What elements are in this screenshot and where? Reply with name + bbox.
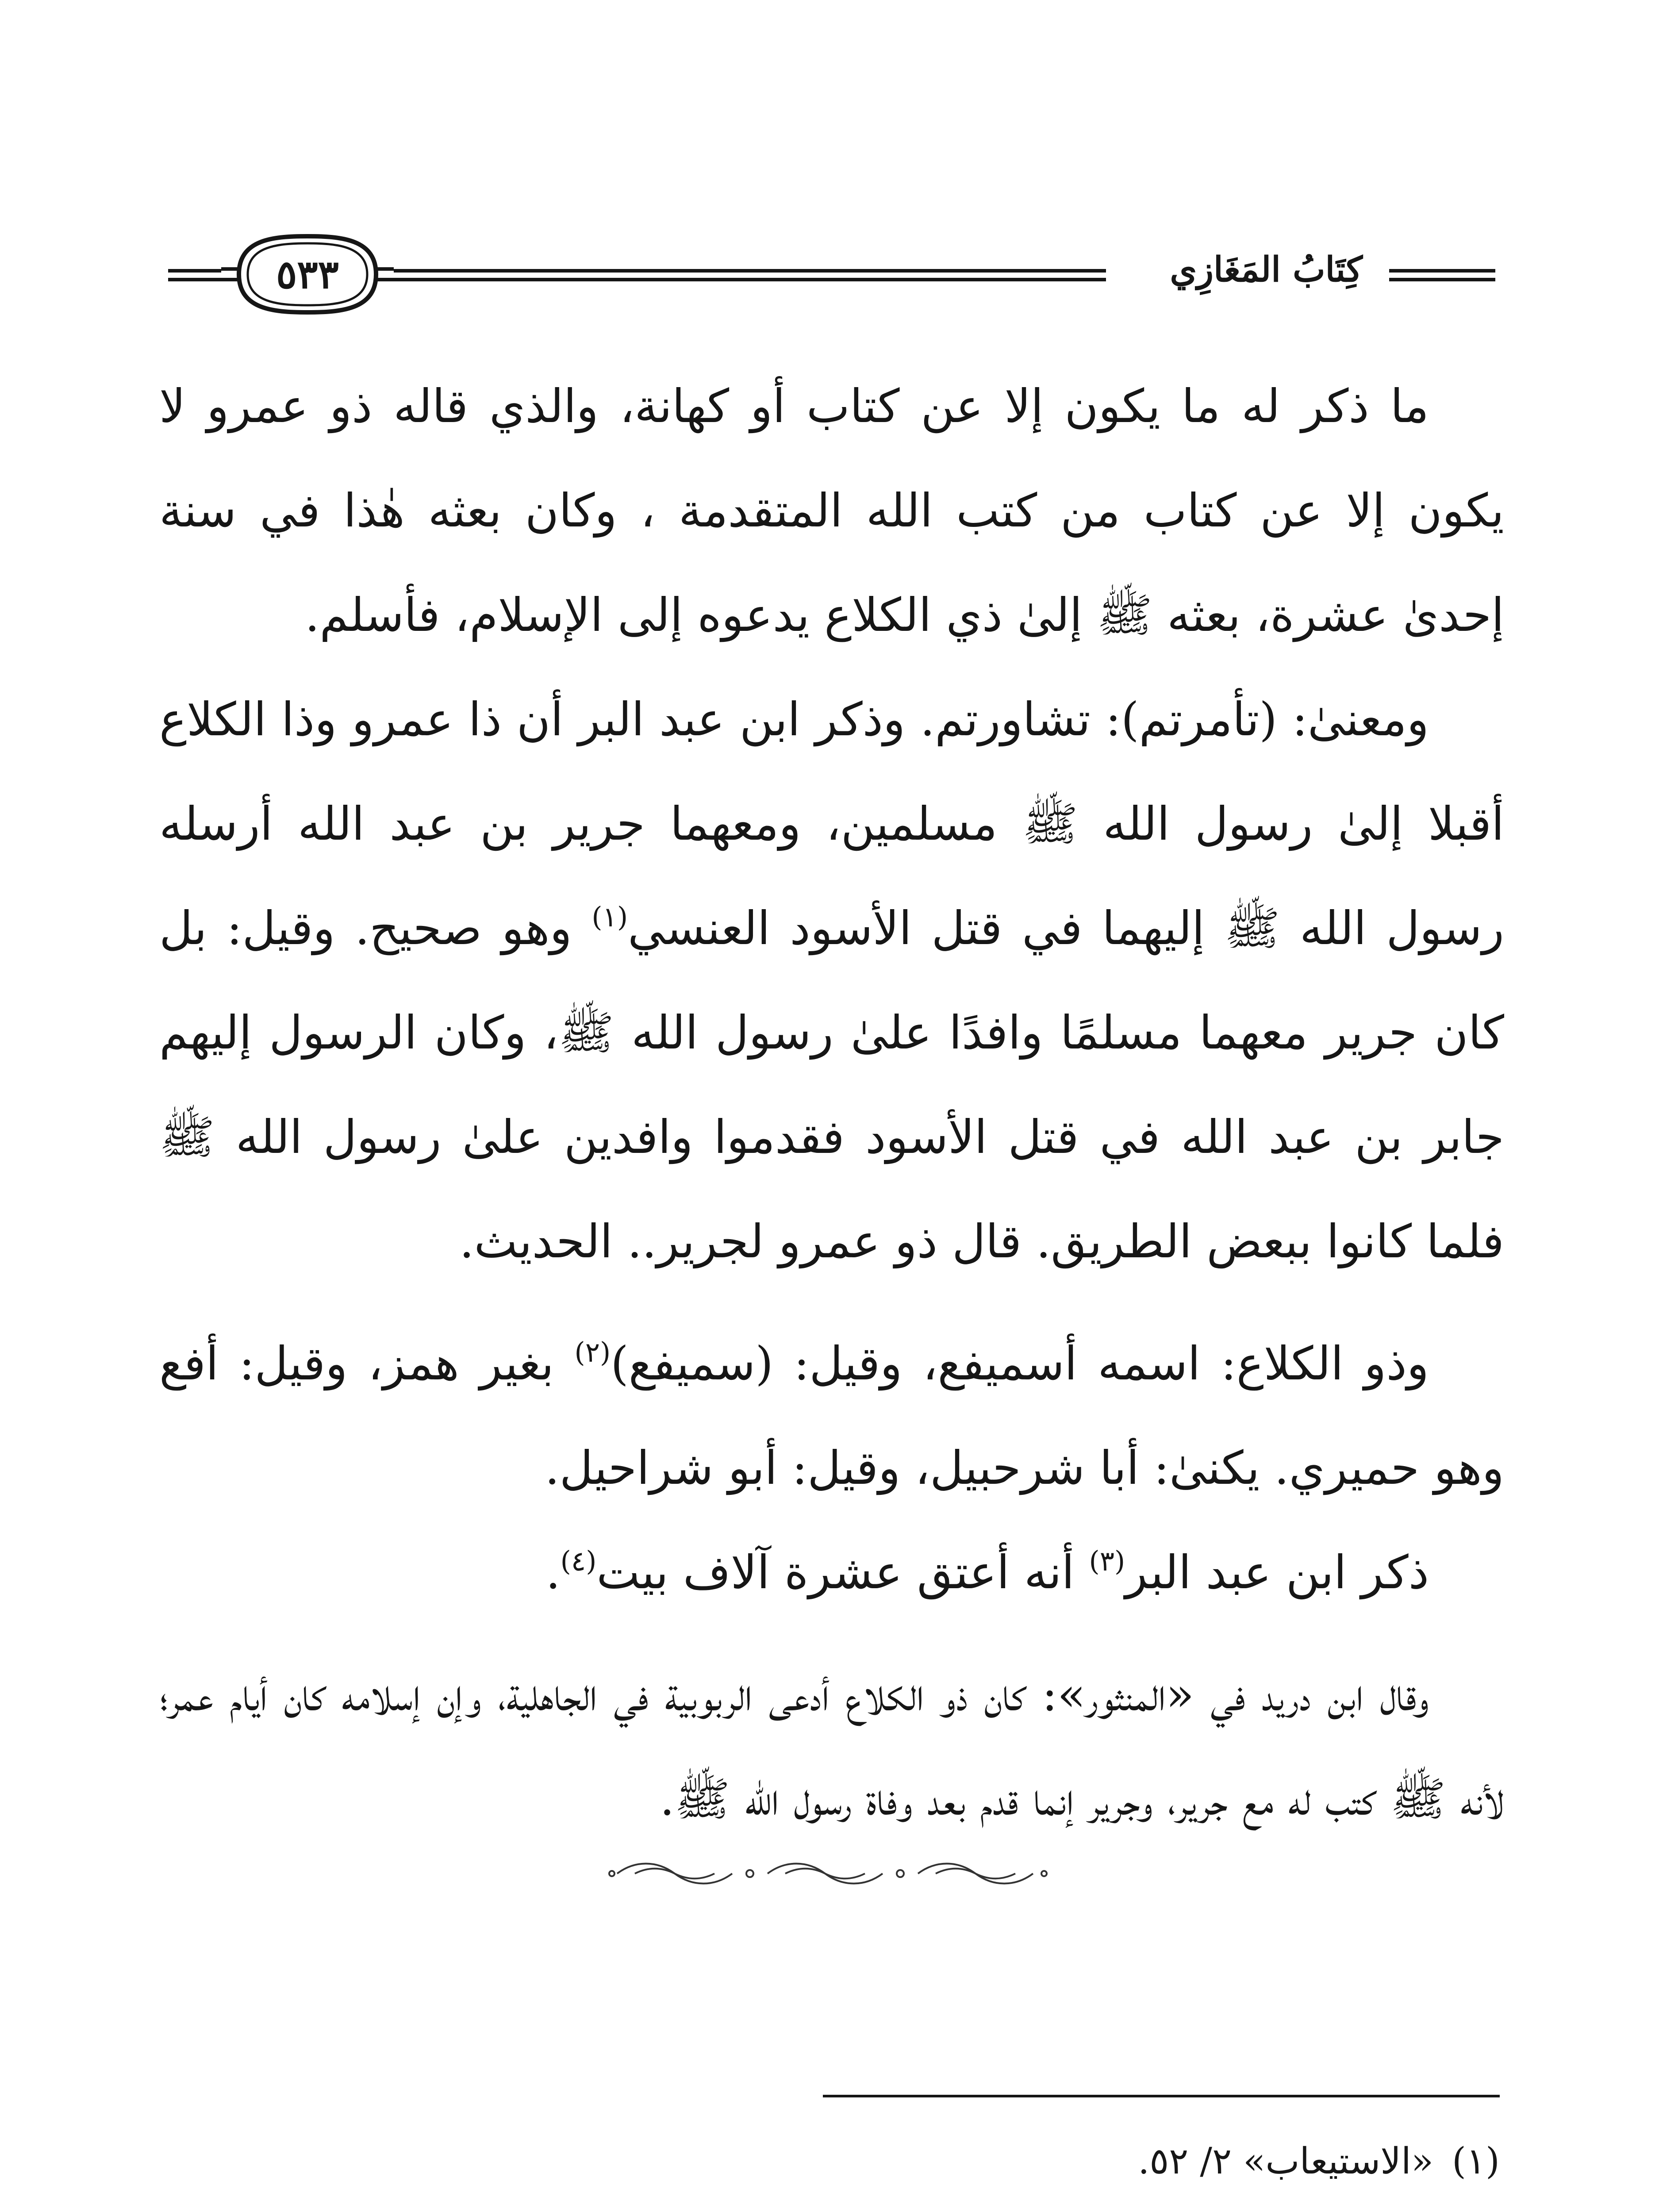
footnote-ref-2: (٢) <box>574 1336 611 1368</box>
paragraph-1: ما ذكر له ما يكون إلا عن كتاب أو كهانة، والذي قاله ذو عمرو لا يكون إلا عن كتاب من كتب الله المتقدمة ، وكان بعثه هٰذا في سنة إحدىٰ عشرة، بعثه ﷺ إلىٰ ذي الكلاع يدعوه إلى الإسلام، فأسلم. <box>159 379 1505 642</box>
paragraph-3: وذو الكلاع: اسمه أسميفع، وقيل: (سميفع)$^{(٢)}$ بغير همز، وقيل: أفع وهو حميري. يكنىٰ: أبا شرحبيل، وقيل: أبو شراحيل. <box>159 1336 1504 1495</box>
page-number: ٥٣٣ <box>276 251 339 297</box>
header-rule-right <box>1389 269 1495 281</box>
footnote-ref-4: (٤) <box>560 1545 597 1577</box>
footnote-1: (١)«الاستيعاب» ٢/ ٥٢. <box>1138 2140 1500 2182</box>
footnote-separator <box>823 2095 1500 2097</box>
page-header <box>168 230 1495 319</box>
main-text <box>159 354 1504 1851</box>
footnote-2 <box>155 2200 1500 2212</box>
footnote-ref-3: (٣) <box>1089 1545 1125 1577</box>
paragraph-2: ومعنىٰ: (تأمرتم): تشاورتم. وذكر ابن عبد البر أن ذا عمرو وذا الكلاع أقبلا إلىٰ رسول الله ﷺ مسلمين، ومعهما جرير بن عبد الله أرسله رسول الله ﷺ إليهما في قتل الأسود العنسي$^{(١)}$ وهو صحيح. وقيل: بل كان جرير معهما مسلمًا وافدًا علىٰ رسول الله ﷺ، وكان الرسول إليهم جابر بن عبد الله في قتل الأسود فقدموا وافدين علىٰ رسول الله ﷺ فلما كانوا ببعض الطريق. قال ذو عمرو لجرير.. الحديث. <box>159 692 1505 1268</box>
ornament-divider-icon <box>608 1858 1051 1889</box>
footnote-ref-1: (١) <box>591 901 628 933</box>
page-number-badge <box>221 230 394 319</box>
running-title: كِتَابُ المَغَازِي <box>1170 250 1363 290</box>
paragraph-4: ذكر ابن عبد البر$^{(٣)}$ أنه أعتق عشرة آلاف بيت$^{(٤)}$. <box>545 1545 1429 1599</box>
footnotes <box>155 2124 1500 2212</box>
header-rule-left <box>168 269 221 281</box>
header-rule-middle <box>394 269 1106 281</box>
paragraph-5: وقال ابن دريد في «المنثور»: كان ذو الكلاع أدعى الربوبية في الجاهلية، وإن إسلامه كان أيام عمر؛ لأنه ﷺ كتب له مع جرير، وجرير إنما قدم بعد وفاة رسول الله ﷺ. <box>159 1667 1504 1826</box>
